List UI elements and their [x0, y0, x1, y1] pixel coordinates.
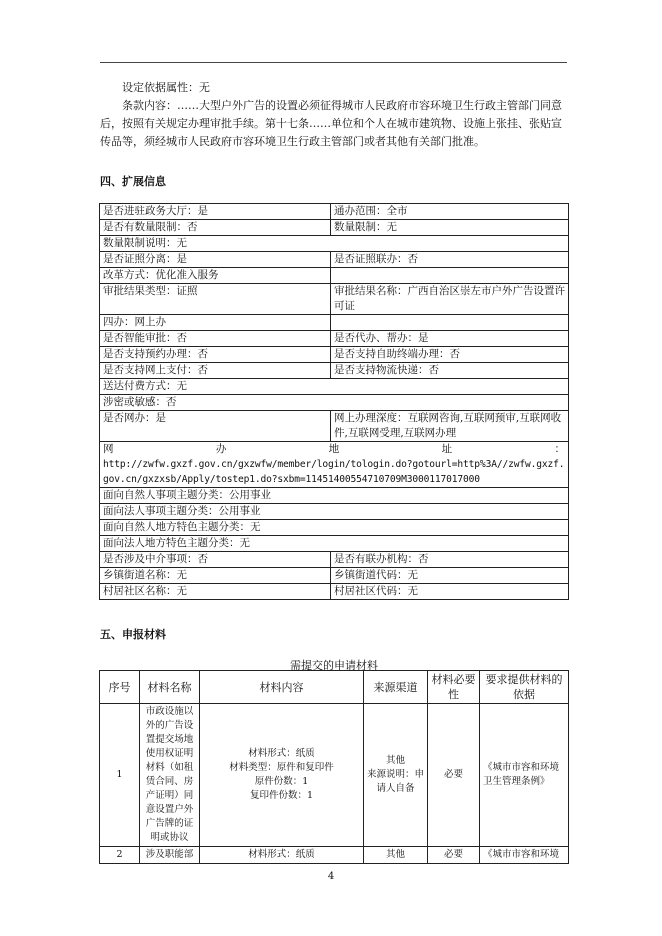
cell: 是否进驻政务大厅：是 [100, 204, 331, 220]
header-cell: 来源渠道 [364, 671, 428, 704]
cell [331, 268, 569, 284]
cell: 村居社区代码：无 [331, 584, 569, 600]
online-address-url[interactable]: http://zwfw.gxzf.gov.cn/gxzwfw/member/login/tologin.do?gotourl=http%3A//zwfw.gxzf.gov.cn/gxzxsb/Apply/tostep1.do?sxbm=11451400554710709M3000117017000 [103, 459, 565, 485]
cell: 数量限制：无 [331, 220, 569, 236]
extended-info-table [99, 203, 569, 600]
cell: 面向法人事项主题分类：公用事业 [100, 504, 569, 520]
table-row [100, 331, 569, 347]
table-row [100, 204, 569, 220]
header-rule [100, 62, 567, 63]
basis: 《城市市容和环境卫生管理条例》 [480, 704, 569, 847]
table-row [100, 536, 569, 552]
row-number: 1 [100, 704, 140, 847]
cell: 是否有联办机构：否 [331, 552, 569, 568]
online-address-label: 网 办 地 址 ： [103, 443, 565, 455]
cell: 数量限制说明：无 [100, 236, 569, 252]
table-row [100, 315, 569, 331]
cell: 乡镇街道名称：无 [100, 568, 331, 584]
basis: 《城市市容和环境 [480, 847, 569, 864]
table-row [100, 268, 569, 284]
cell: 是否支持自助终端办理：否 [331, 347, 569, 363]
materials-table [99, 670, 569, 864]
table-row [100, 488, 569, 504]
cell: 是否支持物流快递：否 [331, 363, 569, 379]
section-4-title: 四、扩展信息 [100, 175, 166, 188]
header-cell: 材料名称 [140, 671, 200, 704]
cell: 村居社区名称：无 [100, 584, 331, 600]
table-row [100, 442, 569, 488]
header-cell: 序号 [100, 671, 140, 704]
online-address-cell [100, 442, 569, 488]
cell: 是否支持网上支付：否 [100, 363, 331, 379]
cell [331, 315, 569, 331]
cell: 是否涉及中介事项：否 [100, 552, 331, 568]
table-row [100, 552, 569, 568]
material-name: 市政设施以外的广告设置提交场地使用权证明材料（如租赁合同、房产证明）同意设置户外广告牌的证明或协议 [140, 704, 200, 847]
cell: 面向法人地方特色主题分类：无 [100, 536, 569, 552]
cell: 是否证照分离：是 [100, 252, 331, 268]
cell: 面向自然人事项主题分类：公用事业 [100, 488, 569, 504]
table-row [100, 584, 569, 600]
cell: 涉密或敏感：否 [100, 395, 569, 411]
cell: 是否智能审批：否 [100, 331, 331, 347]
page-number: 4 [327, 871, 335, 882]
header-cell: 要求提供材料的依据 [480, 671, 569, 704]
necessity: 必要 [428, 704, 480, 847]
table-row [100, 395, 569, 411]
basis-attribute: 设定依据属性：无 [122, 81, 210, 94]
table-row [100, 379, 569, 395]
table-row [100, 347, 569, 363]
table-row [100, 704, 569, 847]
table-row [100, 520, 569, 536]
material-name: 涉及职能部 [140, 847, 200, 864]
table-header-row [100, 671, 569, 704]
cell: 乡镇街道代码：无 [331, 568, 569, 584]
table-row [100, 236, 569, 252]
necessity: 必要 [428, 847, 480, 864]
cell: 面向自然人地方特色主题分类：无 [100, 520, 569, 536]
cell: 网上办理深度：互联网咨询,互联网预审,互联网收件,互联网受理,互联网办理 [331, 411, 569, 442]
table-row [100, 284, 569, 315]
cell: 是否证照联办：否 [331, 252, 569, 268]
cell: 是否支持预约办理：否 [100, 347, 331, 363]
cell: 审批结果类型：证照 [100, 284, 331, 315]
table-row [100, 504, 569, 520]
materials-caption: 需提交的申请材料 [290, 659, 378, 672]
row-number: 2 [100, 847, 140, 864]
cell: 审批结果名称：广西自治区崇左市户外广告设置许可证 [331, 284, 569, 315]
table-row [100, 220, 569, 236]
source-channel: 其他 [364, 847, 428, 864]
table-row [100, 411, 569, 442]
table-row [100, 252, 569, 268]
cell: 四办：网上办 [100, 315, 331, 331]
header-cell: 材料必要性 [428, 671, 480, 704]
material-content: 材料形式：纸质 材料类型：原件和复印件 原件份数：1 复印件份数：1 [200, 704, 364, 847]
cell: 通办范围：全市 [331, 204, 569, 220]
table-row [100, 363, 569, 379]
table-row [100, 847, 569, 864]
section-5-title: 五、申报材料 [100, 628, 166, 641]
cell: 是否有数量限制：否 [100, 220, 331, 236]
table-row [100, 568, 569, 584]
source-channel: 其他 来源说明：申请人自备 [364, 704, 428, 847]
clause-content: 条款内容：……大型户外广告的设置必须征得城市人民政府市容环境卫生行政主管部门同意后，按照有关规定办理审批手续。第十七条……单位和个人在城市建筑物、设施上张挂、张贴宣传品等，须经城市人民政府市容环境卫生行政主管部门或者其他有关部门批准。 [100, 99, 562, 148]
cell: 改革方式：优化准入服务 [100, 268, 331, 284]
cell: 送达付费方式：无 [100, 379, 569, 395]
cell: 是否网办：是 [100, 411, 331, 442]
cell: 是否代办、帮办：是 [331, 331, 569, 347]
header-cell: 材料内容 [200, 671, 364, 704]
material-content: 材料形式：纸质 [200, 847, 364, 864]
